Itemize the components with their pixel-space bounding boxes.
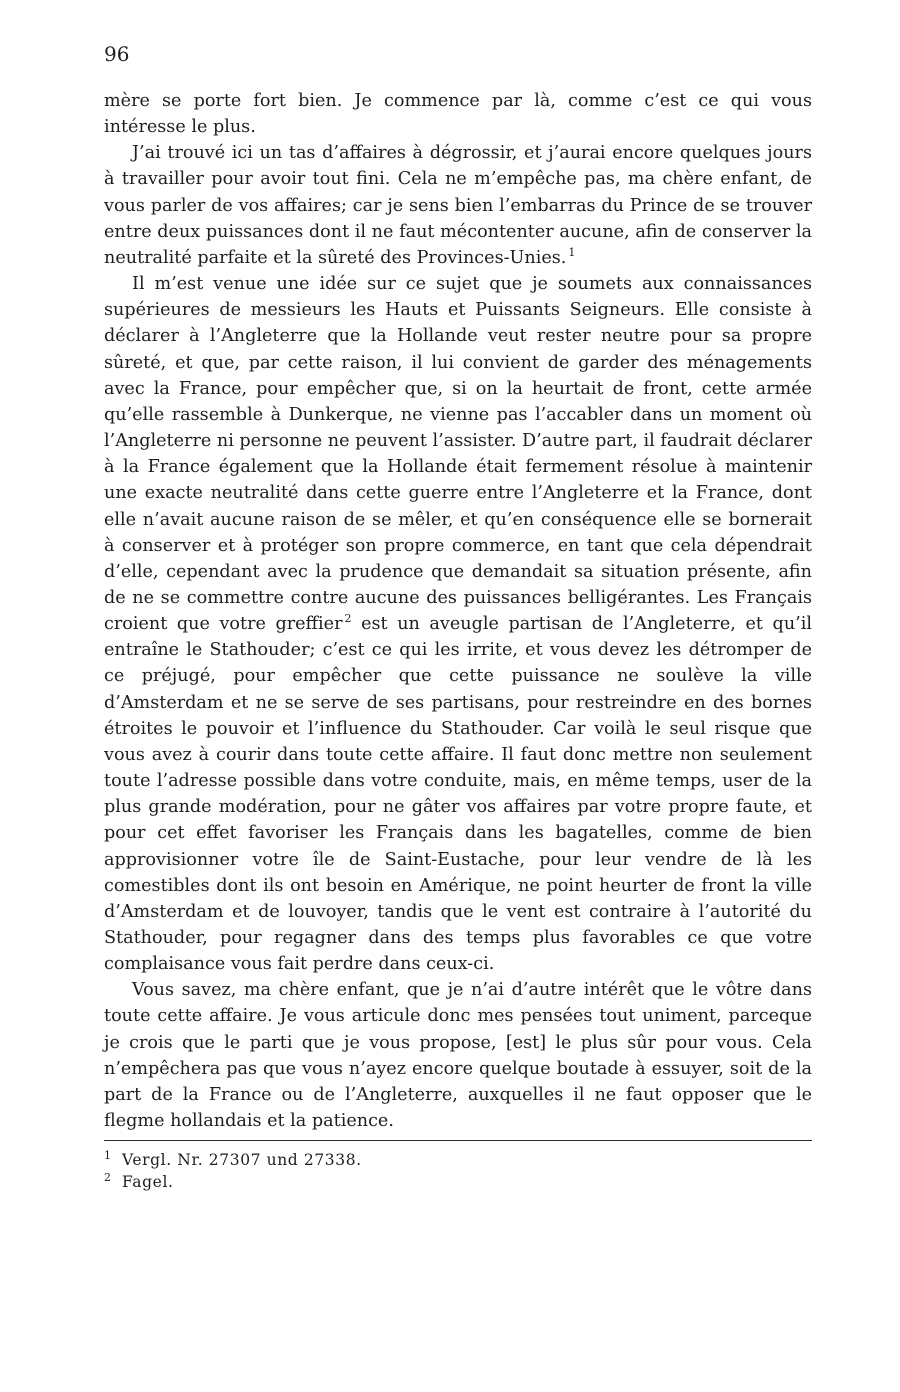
paragraph-1-text: mère se porte fort bien. Je commence par là, comme c’est ce qui vous intéresse le plus.	[104, 91, 812, 138]
paragraph-4	[104, 977, 812, 1134]
paragraph-4-text: Vous savez, ma chère enfant, que je n’ai d’autre intérêt que le vôtre dans toute cette affaire. Je vous articule donc mes pensées tout uniment, parceque je crois que le parti que je vous propose, [est] le plus sûr pour vous. Cela n’empêchera pas que vous n’ayez encore quelque boutade à essuyer, soit de la part de la France ou de l’Angleterre, auxquelles il ne faut opposer que le flegme hollandais et la patience.	[104, 980, 812, 1132]
footnote-2-text: Fagel.	[122, 1173, 174, 1192]
footnote-1-text: Vergl. Nr. 27307 und 27338.	[122, 1151, 362, 1170]
letter-body	[104, 88, 812, 1134]
document-page	[104, 38, 812, 1193]
footnote-2: 2 Fagel.	[104, 1171, 174, 1192]
paragraph-3-continuation: est un aveugle partisan de l’Angleterre, et qu’il entraîne le Stathouder; c’est ce qui les irrite, et vous devez les détromper de ce préjugé, pour empêcher que cette puissance ne soulève la ville d’Amsterdam et ne se serve de ses partisans, pour restreindre en des bornes étroites le pouvoir et l’influence du Stathouder. Car voilà le seul risque que vous avez à courir dans toute cette affaire. Il faut donc mettre non seulement toute l’adresse possible dans votre conduite, mais, en même temps, user de la plus grande modération, pour ne gâter vos affaires par votre propre faute, et pour cet effet favoriser les Français dans les bagatelles, comme de bien approvisionner votre île de Saint-Eustache, pour leur vendre de là les comestibles dont ils ont besoin en Amérique, ne point heurter de front la ville d’Amsterdam et de louvoyer, tandis que le vent est contraire à l’autorité du Stathouder, pour regagner dans des temps plus favorables ce que votre complaisance vous fait perdre dans ceux-ci.	[104, 614, 812, 975]
footnote-ref-2[interactable]: 2	[344, 612, 352, 626]
paragraph-2	[104, 140, 812, 271]
footnote-ref-1[interactable]: 1	[568, 246, 576, 260]
page-number: 96	[104, 42, 130, 66]
paragraph-3	[104, 271, 812, 977]
footnotes	[104, 1149, 812, 1193]
footnote-1: 1 Vergl. Nr. 27307 und 27338.	[104, 1149, 362, 1170]
paragraph-1	[104, 88, 812, 140]
paragraph-2-text: J’ai trouvé ici un tas d’affaires à dégrossir, et j’aurai encore quelques jours à travailler pour avoir tout fini. Cela ne m’empêche pas, ma chère enfant, de vous parler de vos affaires; car je sens bien l’embarras du Prince de se trouver entre deux puissances dont il ne faut mécontenter aucune, afin de conserver la neutralité parfaite et la sûreté des Provinces-Unies.	[104, 143, 812, 268]
footnote-divider	[104, 1140, 812, 1141]
paragraph-3-text: Il m’est venue une idée sur ce sujet que je soumets aux connaissances supérieures de messieurs les Hauts et Puissants Seigneurs. Elle consiste à déclarer à l’Angleterre que la Hollande veut rester neutre pour sa propre sûreté, et que, par cette raison, il lui convient de garder des ménagements avec la France, pour empêcher que, si on la heurtait de front, cette armée qu’elle rassemble à Dunkerque, ne vienne pas l’accabler dans un moment où l’Angleterre ni personne ne peuvent l’assister. D’autre part, il faudrait déclarer à la France également que la Hollande était fermement résolue à maintenir une exacte neutralité dans cette guerre entre l’Angleterre et la France, dont elle n’avait aucune raison de se mêler, et qu’en conséquence elle se bornerait à conserver et à protéger son propre commerce, en tant que cela dépendrait d’elle, cependant avec la prudence que demandait sa situation présente, afin de ne se commettre contre aucune des puissances belligérantes. Les Français croient que votre greffier	[104, 274, 812, 635]
